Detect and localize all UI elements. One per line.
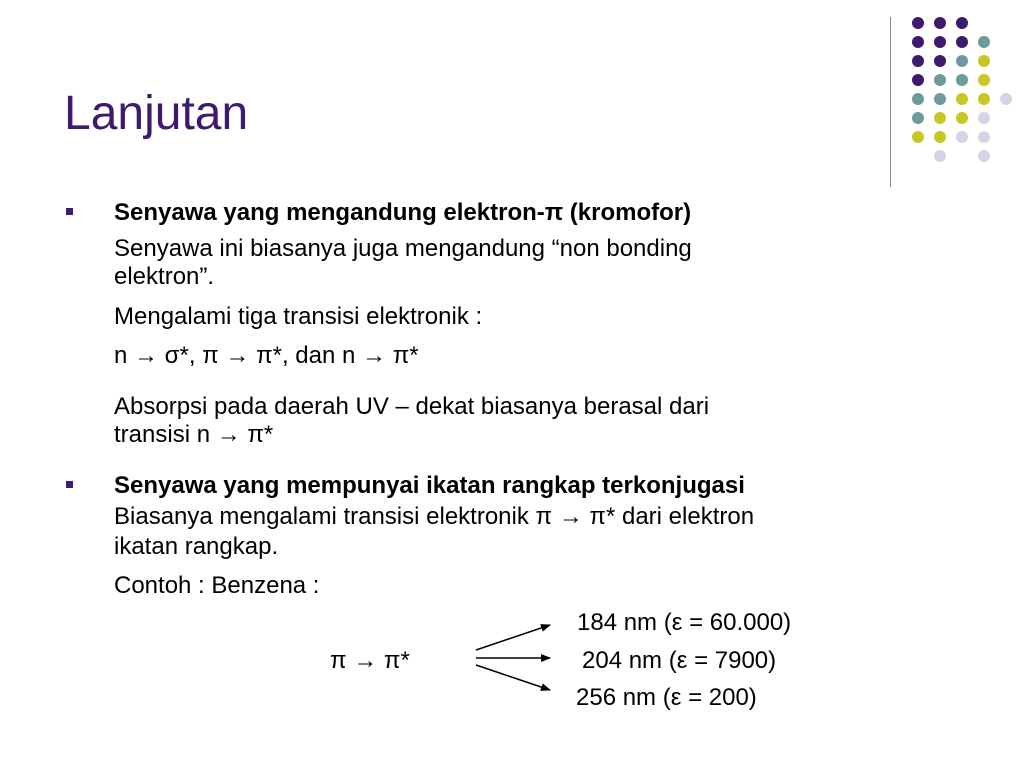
- example-label: Contoh : Benzena :: [114, 572, 320, 599]
- body-text-line: Biasanya mengalami transisi elektronik π → π* dari elektron: [114, 503, 755, 530]
- band-184nm: 184 nm (ε = 60.000): [577, 609, 792, 636]
- arrow-to-256nm: [476, 665, 550, 690]
- body-text-line: Senyawa ini biasanya juga mengandung “non bonding: [114, 235, 692, 262]
- body-text-line: elektron”.: [114, 263, 215, 290]
- bullet-heading-chromophore: Senyawa yang mengandung elektron-π (kromofor): [114, 199, 692, 226]
- body-text-line: ikatan rangkap.: [114, 533, 279, 560]
- bullet-heading-conjugated: Senyawa yang mempunyai ikatan rangkap terkonjugasi: [114, 472, 745, 499]
- transition-list: n → σ*, π → π*, dan n → π*: [114, 342, 419, 369]
- body-text-line: Absorpsi pada daerah UV – dekat biasanya berasal dari: [114, 393, 710, 420]
- band-204nm: 204 nm (ε = 7900): [582, 647, 777, 674]
- band-256nm: 256 nm (ε = 200): [576, 684, 757, 711]
- body-text-line: Mengalami tiga transisi elektronik :: [114, 303, 483, 330]
- slide-title: Lanjutan: [64, 87, 249, 140]
- arrow-to-184nm: [476, 625, 550, 650]
- body-text-line: transisi n → π*: [114, 421, 274, 448]
- transition-label: π → π*: [330, 647, 410, 674]
